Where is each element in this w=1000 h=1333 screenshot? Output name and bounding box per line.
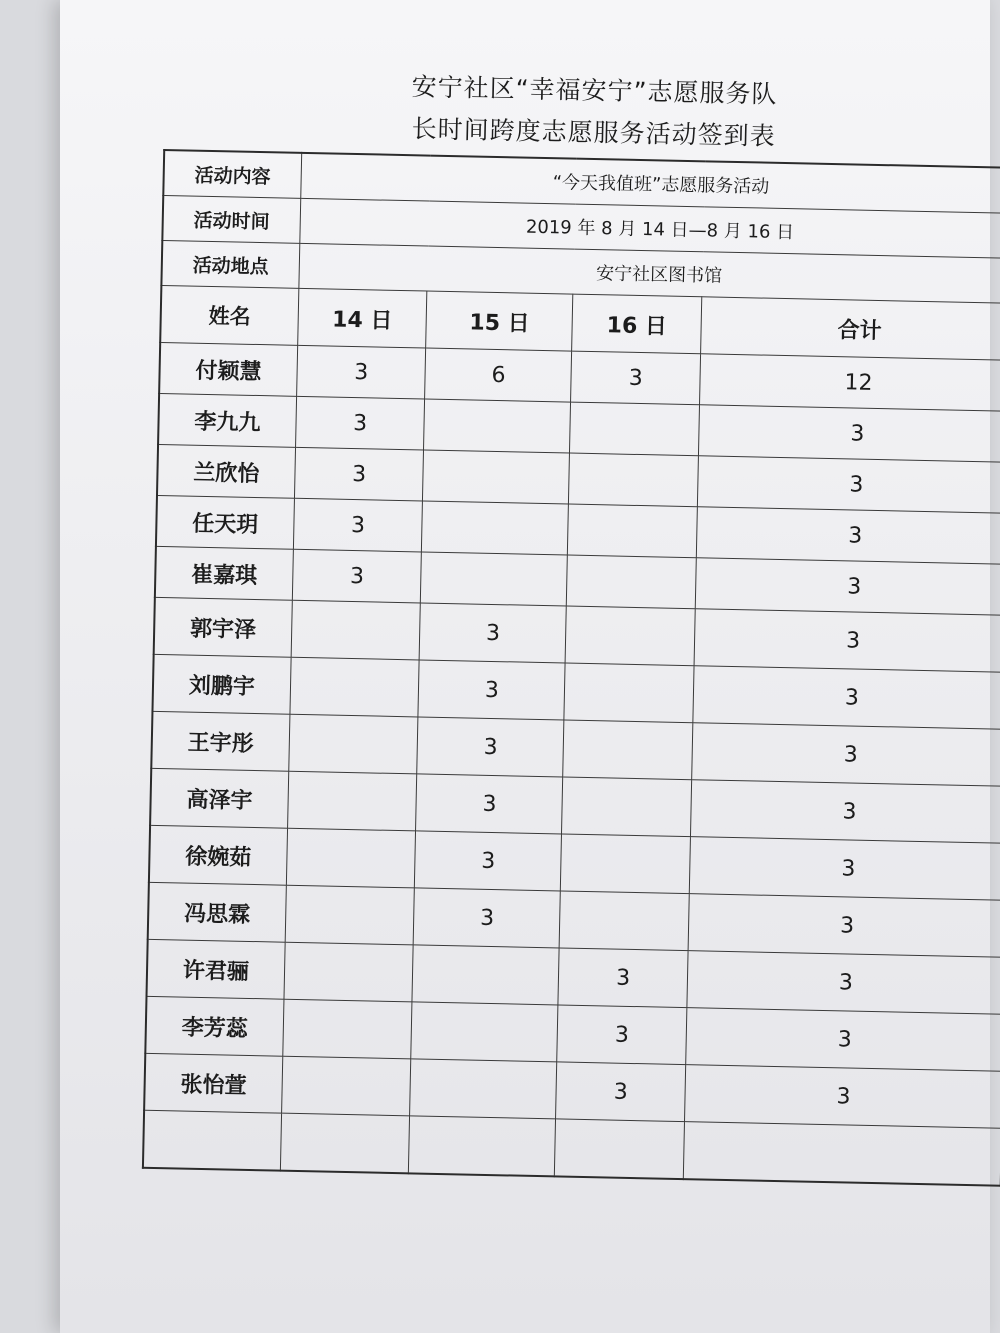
hours-day15 bbox=[410, 1059, 557, 1119]
hours-day15 bbox=[422, 501, 569, 555]
hours-day16 bbox=[555, 1119, 685, 1179]
hours-day14: 3 bbox=[292, 549, 422, 603]
hours-day15 bbox=[423, 450, 570, 504]
hours-day16 bbox=[564, 663, 694, 723]
hours-day16: 3 bbox=[557, 1005, 687, 1065]
hours-total: 3 bbox=[695, 558, 1000, 616]
hours-day16 bbox=[570, 402, 700, 456]
hours-day15: 3 bbox=[414, 888, 561, 948]
hours-day14 bbox=[287, 771, 417, 831]
volunteer-name: 兰欣怡 bbox=[157, 444, 295, 498]
time-value: 2019 年 8 月 14 日—8 月 16 日 bbox=[300, 198, 1000, 258]
hours-day15 bbox=[412, 945, 559, 1005]
hours-day15: 6 bbox=[425, 348, 572, 402]
hours-total: 3 bbox=[686, 1008, 1000, 1072]
hours-day14 bbox=[285, 885, 415, 945]
hours-day14: 3 bbox=[294, 447, 424, 501]
column-header-day14: 14 日 bbox=[297, 288, 427, 348]
hours-day14: 3 bbox=[293, 498, 423, 552]
hours-day15 bbox=[411, 1002, 558, 1062]
hours-day16 bbox=[561, 834, 691, 894]
hours-day14 bbox=[283, 999, 413, 1059]
hours-day16: 3 bbox=[556, 1062, 686, 1122]
paper-sheet bbox=[60, 0, 990, 1333]
hours-day16 bbox=[562, 777, 692, 837]
content-value: “今天我值班”志愿服务活动 bbox=[301, 153, 1000, 214]
hours-total: 3 bbox=[693, 666, 1000, 730]
hours-day14 bbox=[290, 657, 420, 717]
sign-in-form bbox=[142, 61, 1000, 1187]
hours-day16 bbox=[565, 606, 695, 666]
hours-total: 3 bbox=[697, 456, 1000, 514]
volunteer-name: 王宇彤 bbox=[151, 711, 289, 771]
hours-total: 3 bbox=[694, 609, 1000, 673]
hours-day16 bbox=[559, 891, 689, 951]
volunteer-name: 冯思霖 bbox=[148, 882, 286, 942]
hours-day16 bbox=[567, 555, 697, 609]
hours-day16: 3 bbox=[571, 351, 701, 405]
hours-total: 3 bbox=[696, 507, 1000, 565]
hours-day15: 3 bbox=[418, 660, 565, 720]
hours-day14 bbox=[281, 1056, 411, 1116]
place-label: 活动地点 bbox=[161, 240, 299, 288]
volunteer-name: 高泽宇 bbox=[150, 768, 288, 828]
volunteer-name: 刘鹏宇 bbox=[152, 654, 290, 714]
volunteer-name: 任天玥 bbox=[156, 495, 294, 549]
hours-day15: 3 bbox=[417, 717, 564, 777]
hours-day16 bbox=[568, 504, 698, 558]
hours-day14 bbox=[291, 600, 421, 660]
volunteer-name bbox=[143, 1110, 281, 1170]
hours-day14 bbox=[284, 942, 414, 1002]
hours-day14: 3 bbox=[295, 396, 425, 450]
hours-total: 3 bbox=[689, 837, 1000, 901]
hours-total: 3 bbox=[698, 405, 1000, 463]
volunteer-name: 李芳蕊 bbox=[145, 996, 283, 1056]
hours-day15: 3 bbox=[420, 603, 567, 663]
volunteer-name: 李九九 bbox=[158, 393, 296, 447]
column-header-day16: 16 日 bbox=[572, 294, 702, 354]
hours-day14 bbox=[280, 1113, 410, 1173]
hours-day15 bbox=[424, 399, 571, 453]
sign-in-table bbox=[142, 149, 1000, 1187]
volunteer-name: 徐婉茹 bbox=[149, 825, 287, 885]
column-header-total: 合计 bbox=[701, 297, 1000, 361]
hours-day16: 3 bbox=[558, 948, 688, 1008]
hours-total: 3 bbox=[690, 780, 1000, 844]
title-line-1: 安宁社区“幸福安宁”志愿服务队 bbox=[411, 72, 778, 109]
hours-total bbox=[683, 1122, 1000, 1186]
hours-total: 3 bbox=[692, 723, 1000, 787]
title-line-2: 长时间跨度志愿服务活动签到表 bbox=[411, 114, 776, 151]
hours-day15: 3 bbox=[416, 774, 563, 834]
hours-day16 bbox=[563, 720, 693, 780]
volunteer-name: 张怡萱 bbox=[144, 1053, 282, 1113]
hours-day15 bbox=[421, 552, 568, 606]
time-label: 活动时间 bbox=[162, 195, 300, 243]
hours-total: 3 bbox=[684, 1065, 1000, 1129]
hours-day15: 3 bbox=[415, 831, 562, 891]
hours-day14: 3 bbox=[296, 345, 426, 399]
place-value: 安宁社区图书馆 bbox=[299, 243, 1000, 303]
hours-total: 3 bbox=[688, 894, 1000, 958]
hours-total: 3 bbox=[687, 951, 1000, 1015]
hours-day14 bbox=[289, 714, 419, 774]
volunteer-name: 崔嘉琪 bbox=[155, 546, 293, 600]
column-header-day15: 15 日 bbox=[426, 291, 573, 351]
volunteer-name: 付颖慧 bbox=[159, 342, 297, 396]
volunteer-name: 郭宇泽 bbox=[154, 597, 292, 657]
hours-day16 bbox=[569, 453, 699, 507]
content-label: 活动内容 bbox=[163, 150, 301, 198]
hours-day15 bbox=[409, 1116, 556, 1177]
hours-total: 12 bbox=[700, 354, 1000, 412]
volunteer-name: 许君骊 bbox=[147, 939, 285, 999]
hours-day14 bbox=[286, 828, 416, 888]
column-header-name: 姓名 bbox=[160, 285, 298, 345]
